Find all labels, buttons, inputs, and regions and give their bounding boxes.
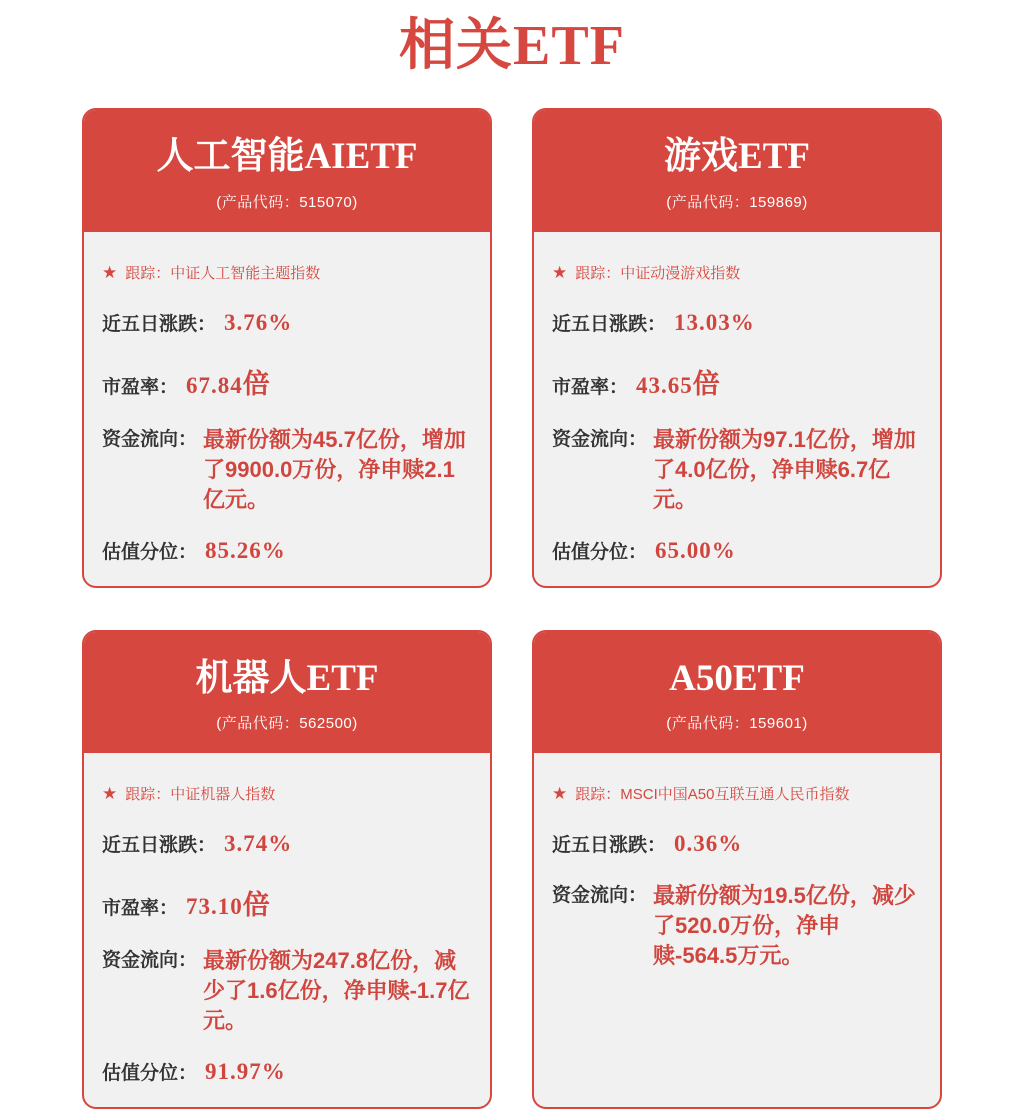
- pe-unit: 倍: [242, 890, 270, 921]
- track-row: [552, 262, 922, 283]
- pe-unit: 倍: [692, 368, 720, 399]
- flow-row: [102, 425, 472, 515]
- etf-product-code: (产品代码：159601): [666, 715, 808, 733]
- pe-unit: 倍: [242, 368, 270, 399]
- valuation-value: 65.00%: [655, 537, 736, 563]
- etf-card-robot: [82, 630, 492, 1109]
- card-header: [84, 110, 490, 232]
- valuation-value: 85.26%: [205, 537, 286, 563]
- etf-name: A50ETF: [669, 657, 805, 699]
- track-row: [552, 783, 922, 804]
- five-day-value: 0.36%: [674, 831, 743, 857]
- valuation-row: [552, 537, 922, 564]
- page-title: 相关ETF: [399, 15, 625, 77]
- five-day-row: [552, 309, 922, 336]
- flow-row: [552, 881, 922, 971]
- flow-label: 资金流向：: [552, 428, 648, 450]
- etf-name: 机器人ETF: [195, 657, 379, 699]
- valuation-label: 估值分位：: [102, 541, 198, 563]
- card-body: [84, 753, 490, 1107]
- valuation-row: [102, 1058, 472, 1085]
- five-day-row: [552, 830, 922, 857]
- etf-product-code: (产品代码：515070): [216, 193, 358, 211]
- five-day-value: 3.74%: [224, 831, 293, 857]
- pe-label: 市盈率：: [552, 376, 629, 398]
- flow-label: 资金流向：: [552, 885, 648, 907]
- flow-label: 资金流向：: [102, 428, 198, 450]
- pe-value: 73.10倍: [186, 890, 270, 921]
- etf-card-game: [532, 108, 942, 588]
- track-index: 中证动漫游戏指数: [620, 264, 741, 282]
- flow-row: [552, 425, 922, 515]
- star-icon: ★: [552, 784, 568, 804]
- valuation-value: 91.97%: [205, 1059, 286, 1085]
- track-label: 跟踪：: [125, 264, 171, 282]
- track-row: [102, 262, 472, 283]
- flow-text: 最新份额为247.8亿份，减少了1.6亿份，净申赎-1.7亿元。: [203, 948, 470, 1034]
- track-label: 跟踪：: [575, 786, 621, 804]
- card-header: [534, 632, 940, 754]
- pe-label: 市盈率：: [102, 376, 179, 398]
- track-index: 中证人工智能主题指数: [170, 264, 321, 282]
- five-day-row: [102, 830, 472, 857]
- pe-row: [102, 883, 472, 922]
- pe-row: [102, 362, 472, 401]
- valuation-label: 估值分位：: [102, 1063, 198, 1085]
- pe-value: 67.84倍: [186, 368, 270, 399]
- five-day-value: 13.03%: [674, 309, 755, 335]
- five-day-label: 近五日涨跌：: [552, 835, 667, 857]
- five-day-value: 3.76%: [224, 309, 293, 335]
- valuation-label: 估值分位：: [552, 541, 648, 563]
- flow-label: 资金流向：: [102, 950, 198, 972]
- pe-label: 市盈率：: [102, 898, 179, 920]
- etf-card-a50: [532, 630, 942, 1109]
- track-label: 跟踪：: [575, 264, 621, 282]
- valuation-row: [102, 537, 472, 564]
- card-header: [84, 632, 490, 754]
- star-icon: ★: [102, 784, 118, 804]
- etf-name: 游戏ETF: [664, 136, 810, 178]
- star-icon: ★: [552, 262, 568, 282]
- card-body: [84, 232, 490, 586]
- etf-name: 人工智能AIETF: [156, 136, 418, 178]
- five-day-label: 近五日涨跌：: [102, 313, 217, 335]
- etf-cards-grid: [82, 108, 942, 1109]
- five-day-row: [102, 309, 472, 336]
- flow-text: 最新份额为97.1亿份，增加了4.0亿份，净申赎6.7亿元。: [653, 426, 916, 512]
- etf-product-code: (产品代码：562500): [216, 715, 358, 733]
- five-day-label: 近五日涨跌：: [552, 313, 667, 335]
- star-icon: ★: [102, 262, 118, 282]
- card-body: [534, 753, 940, 1107]
- track-row: [102, 783, 472, 804]
- pe-row: [552, 362, 922, 401]
- etf-product-code: (产品代码：159869): [666, 193, 808, 211]
- card-header: [534, 110, 940, 232]
- pe-value: 43.65倍: [636, 368, 720, 399]
- track-index: 中证机器人指数: [170, 786, 276, 804]
- flow-text: 最新份额为45.7亿份，增加了9900.0万份，净申赎2.1亿元。: [203, 426, 466, 512]
- card-body: [534, 232, 940, 586]
- etf-card-ai: [82, 108, 492, 588]
- track-index: MSCI中国A50互联互通人民币指数: [620, 786, 850, 804]
- track-label: 跟踪：: [125, 786, 171, 804]
- flow-row: [102, 946, 472, 1036]
- five-day-label: 近五日涨跌：: [102, 835, 217, 857]
- flow-text: 最新份额为19.5亿份，减少了520.0万份，净申赎-564.5万元。: [653, 883, 916, 969]
